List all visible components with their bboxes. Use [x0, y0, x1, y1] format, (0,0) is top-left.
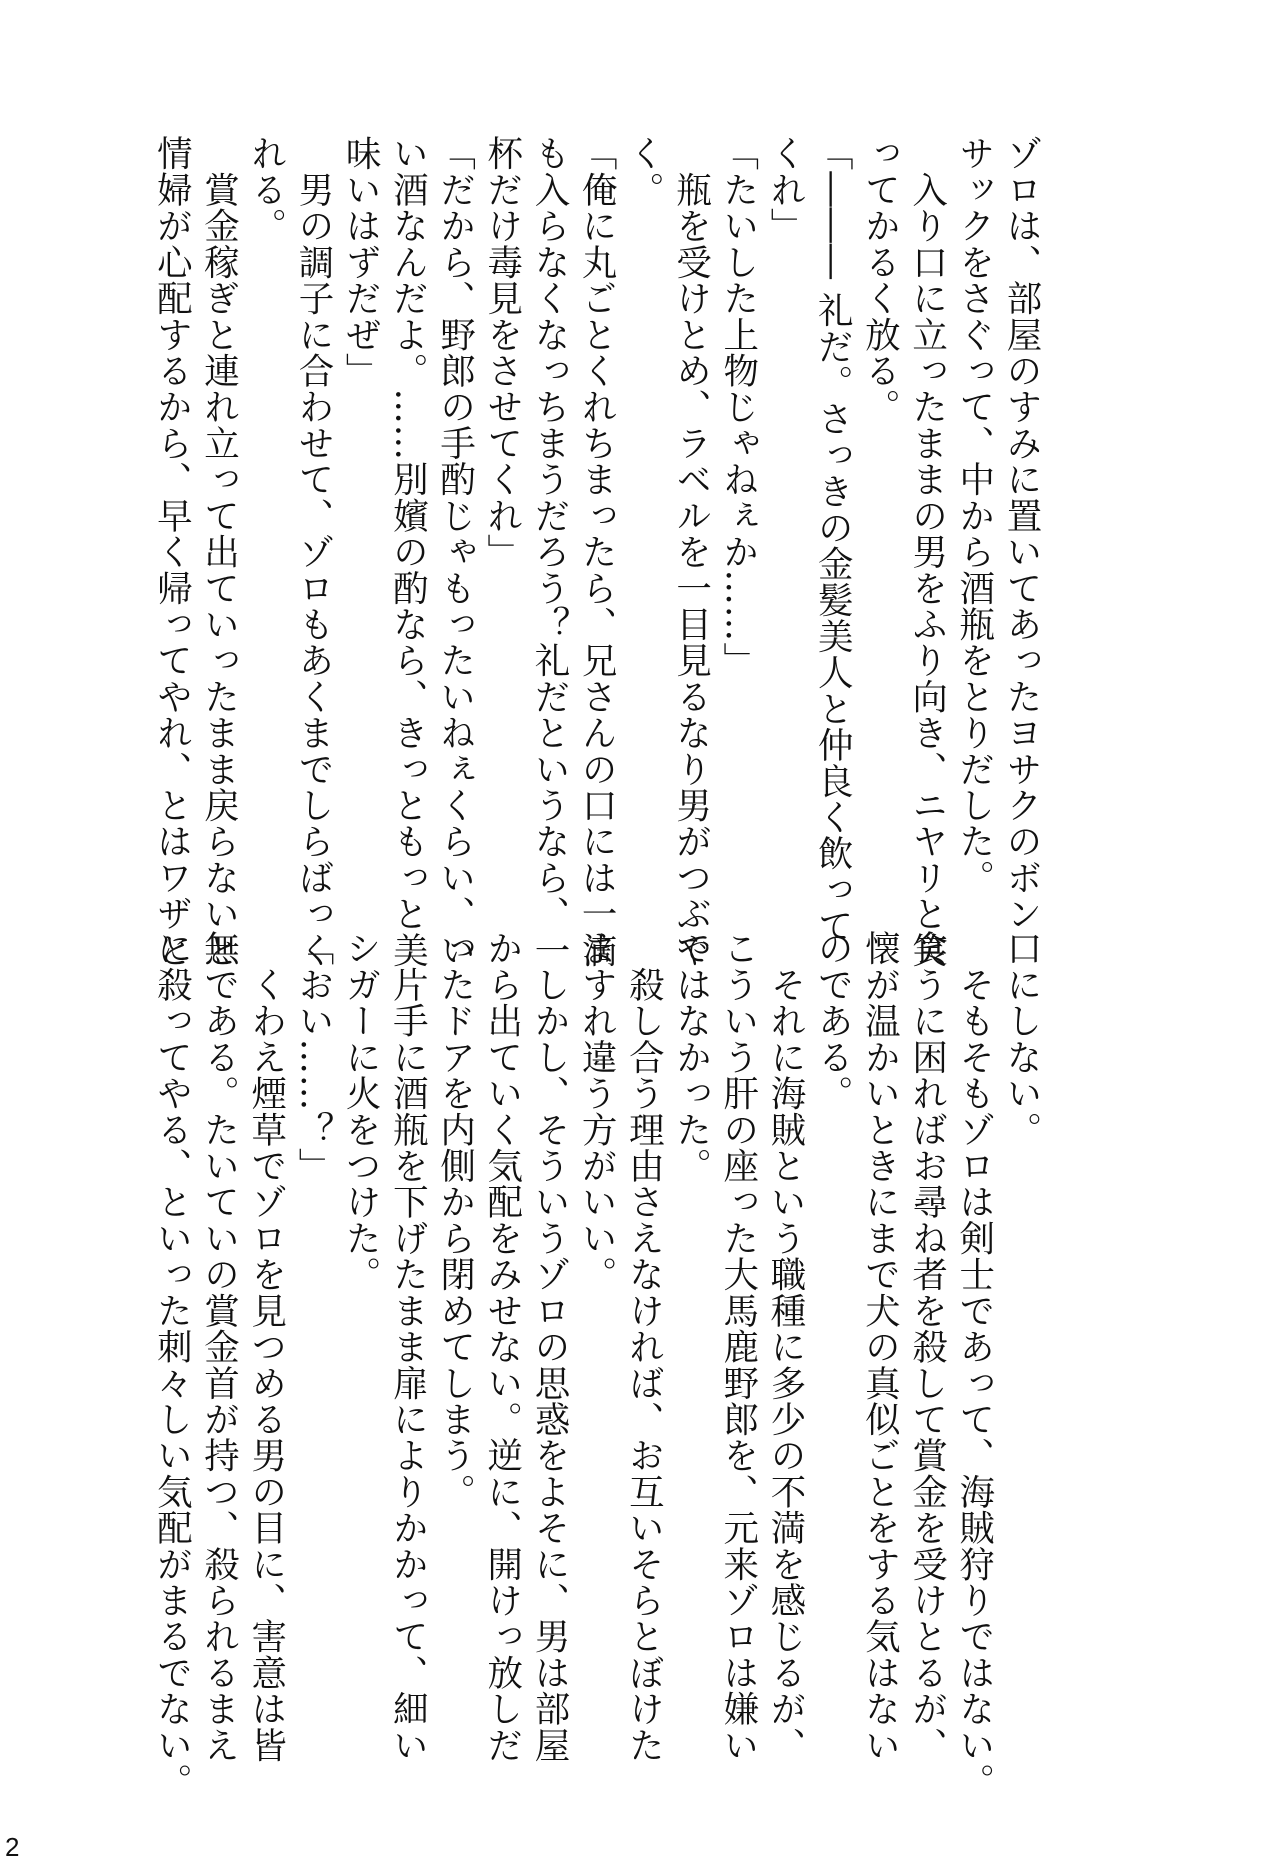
text-line: ではなかった。	[670, 930, 712, 1184]
text-line: そもそもゾロは剣士であって、海賊狩りではない。	[953, 930, 995, 1800]
text-line: 男の調子に合わせて、ゾロもあくまでしらばっく	[292, 135, 334, 968]
text-line: ますれ違う方がいい。	[576, 930, 618, 1293]
text-line: れる。	[245, 135, 287, 244]
text-line: 情婦が心配するから、早く帰ってやれ、とはワザと	[151, 135, 193, 968]
text-line: 「――― 礼だ。さっきの金髪美人と仲良く飲って	[812, 135, 854, 944]
text-line: く。	[623, 135, 665, 208]
text-line: 殺し合う理由さえなければ、お互いそらとぼけた	[623, 930, 665, 1763]
text-line: それに海賊という職種に多少の不満を感じるが、	[764, 930, 806, 1763]
text-line: サックをさぐって、中から酒瓶をとりだした。	[953, 135, 995, 896]
text-line: から出ていく気配をみせない。逆に、開けっ放しだ	[481, 930, 523, 1763]
text-line: 杯だけ毒見をさせてくれ」	[481, 135, 523, 570]
lower-text-block	[151, 930, 1045, 1800]
text-line: 賞金稼ぎと連れ立って出ていったまま戻らないと	[198, 135, 240, 968]
page-number: 2	[5, 1832, 20, 1862]
text-line: 無である。たいていの賞金首が持つ、殺られるまえ	[198, 930, 240, 1763]
text-line: ゾロは、部屋のすみに置いてあったヨサクのボン	[1001, 135, 1042, 932]
text-line: しかし、そういうゾロの思惑をよそに、男は部屋	[528, 930, 570, 1763]
text-line: も入らなくなっちまうだろう？礼だというなら、一	[528, 135, 570, 968]
text-line: 「おい……？」	[292, 930, 334, 1184]
text-line: 味いはずだぜ」	[340, 135, 382, 389]
text-line: 「俺に丸ごとくれちまったら、兄さんの口には一滴	[576, 135, 618, 968]
text-line: こういう肝の座った大馬鹿野郎を、元来ゾロは嫌い	[717, 930, 759, 1763]
text-line: 片手に酒瓶を下げたまま扉によりかかって、細い	[387, 930, 429, 1763]
text-line: ってかるく放る。	[859, 135, 901, 425]
text-line: 入り口に立ったままの男をふり向き、ニヤリと笑	[906, 135, 948, 968]
text-line: ったドアを内側から閉めてしまう。	[434, 930, 476, 1510]
text-line: シガーに火をつけた。	[340, 930, 382, 1293]
text-line: に殺ってやる、といった刺々しい気配がまるでない。	[151, 930, 193, 1800]
text-line: 懐が温かいときにまで犬の真似ごとをする気はない	[859, 930, 901, 1763]
text-line: 口にしない。	[1001, 930, 1042, 1148]
upper-text-block	[151, 135, 1045, 968]
text-line: くわえ煙草でゾロを見つめる男の目に、害意は皆	[245, 930, 287, 1763]
text-line: 「だから、野郎の手酌じゃもったいねぇくらい、い	[434, 135, 476, 968]
text-line: 瓶を受けとめ、ラベルを一目見るなり男がつぶや	[670, 135, 712, 968]
text-line: くれ」	[764, 135, 806, 244]
text-line: のである。	[812, 930, 854, 1112]
text-line: 食うに困ればお尋ね者を殺して賞金を受けとるが、	[906, 930, 948, 1763]
text-line: 「たいした上物じゃねぇか……」	[717, 135, 759, 679]
text-line: い酒なんだよ。……別嬪の酌なら、きっともっと美	[387, 135, 429, 968]
